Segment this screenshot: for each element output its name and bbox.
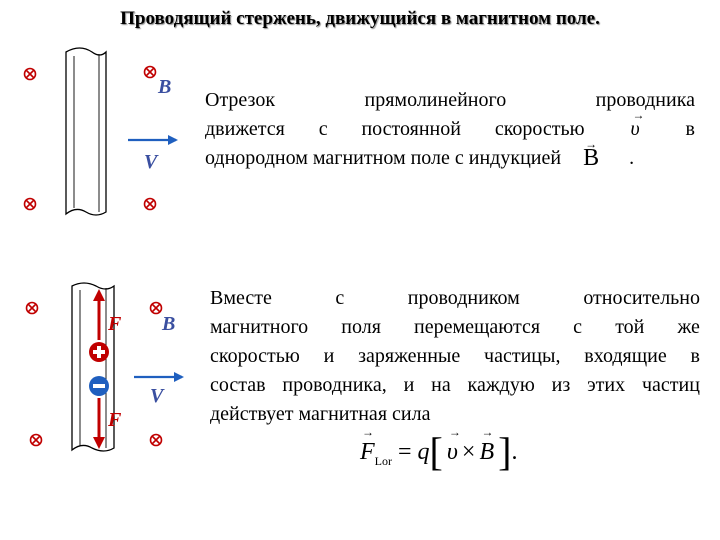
- formula-bracket-right: ]: [498, 429, 512, 474]
- word: в: [690, 345, 700, 367]
- formula-period: .: [511, 439, 518, 465]
- paragraph-charged-particles: [210, 284, 700, 429]
- formula-force-symbol: → F: [360, 439, 375, 466]
- lorentz-force-formula: [360, 428, 517, 475]
- induction-vector-symbol: → B: [583, 144, 599, 173]
- field-into-page-icon: [145, 67, 156, 78]
- word: состав: [210, 374, 266, 396]
- field-into-page-icon: [27, 303, 38, 314]
- field-into-page-icon: [145, 199, 156, 210]
- word: магнитного: [210, 316, 309, 338]
- word: проводником: [407, 287, 520, 309]
- word: с: [318, 118, 328, 140]
- word: с: [335, 287, 345, 309]
- word: прямолинейного: [364, 89, 507, 111]
- formula-charge: q: [417, 439, 430, 465]
- label-b-top: B: [158, 76, 172, 98]
- word: этих: [587, 374, 626, 396]
- word: заряженные: [358, 345, 461, 367]
- label-f-bottom: F: [108, 409, 122, 431]
- word: каждую: [467, 374, 535, 396]
- paragraph1-line3-text: однородном магнитном поле с индукцией: [205, 147, 562, 169]
- label-f-top: F: [108, 313, 122, 335]
- formula-equals: =: [398, 439, 412, 465]
- paragraph2-line5-text: действует магнитная сила: [210, 403, 431, 425]
- word: поля: [341, 316, 381, 338]
- field-into-page-icon: [31, 435, 42, 446]
- word: частицы,: [484, 345, 561, 367]
- paragraph1-line3: [205, 144, 695, 173]
- paragraph2-line4: [210, 371, 700, 400]
- word: и: [323, 345, 335, 367]
- word: на: [431, 374, 451, 396]
- word: из: [551, 374, 571, 396]
- paragraph2-line3: [210, 342, 700, 371]
- word: движется: [205, 118, 285, 140]
- word: и: [403, 374, 415, 396]
- field-into-page-icon: [25, 69, 36, 80]
- word: же: [677, 316, 700, 338]
- word: Вместе: [210, 287, 272, 309]
- label-v-bottom: V: [150, 385, 164, 407]
- formula-induction: → B: [479, 439, 494, 466]
- word: в: [685, 118, 695, 140]
- word: проводника: [595, 89, 695, 111]
- word: Отрезок: [205, 89, 276, 111]
- word: с: [573, 316, 583, 338]
- word: перемещаются: [414, 316, 541, 338]
- word: входящие: [584, 345, 667, 367]
- formula-velocity: → υ: [447, 439, 458, 466]
- paragraph-conductor-motion: [205, 86, 695, 173]
- word: постоянной: [361, 118, 461, 140]
- field-into-page-icon: [151, 435, 162, 446]
- word: скоростью: [494, 118, 585, 140]
- field-into-page-icon: [25, 199, 36, 210]
- formula-bracket-left: [: [429, 429, 443, 474]
- paragraph1-line2: [205, 115, 695, 144]
- formula-cross: ×: [461, 439, 476, 465]
- word: той: [615, 316, 645, 338]
- paragraph1-line1: [205, 86, 695, 115]
- minus-charge-icon: [89, 376, 109, 396]
- field-into-page-icon: [151, 303, 162, 314]
- formula-subscript: Lor: [374, 453, 392, 468]
- word: относительно: [583, 287, 700, 309]
- label-b-bottom: B: [162, 313, 176, 335]
- page-title: Проводящий стержень, движущийся в магнитном поле.: [120, 8, 600, 29]
- plus-charge-icon: [89, 342, 109, 362]
- velocity-vector-symbol: → υ: [630, 115, 639, 144]
- word: скоростью: [210, 345, 300, 367]
- top-rod: [66, 48, 106, 215]
- word: проводника,: [282, 374, 387, 396]
- paragraph1-period: .: [629, 147, 635, 169]
- paragraph2-line2: [210, 313, 700, 342]
- label-v-top: V: [144, 151, 158, 173]
- paragraph2-line1: [210, 284, 700, 313]
- word: частиц: [641, 374, 700, 396]
